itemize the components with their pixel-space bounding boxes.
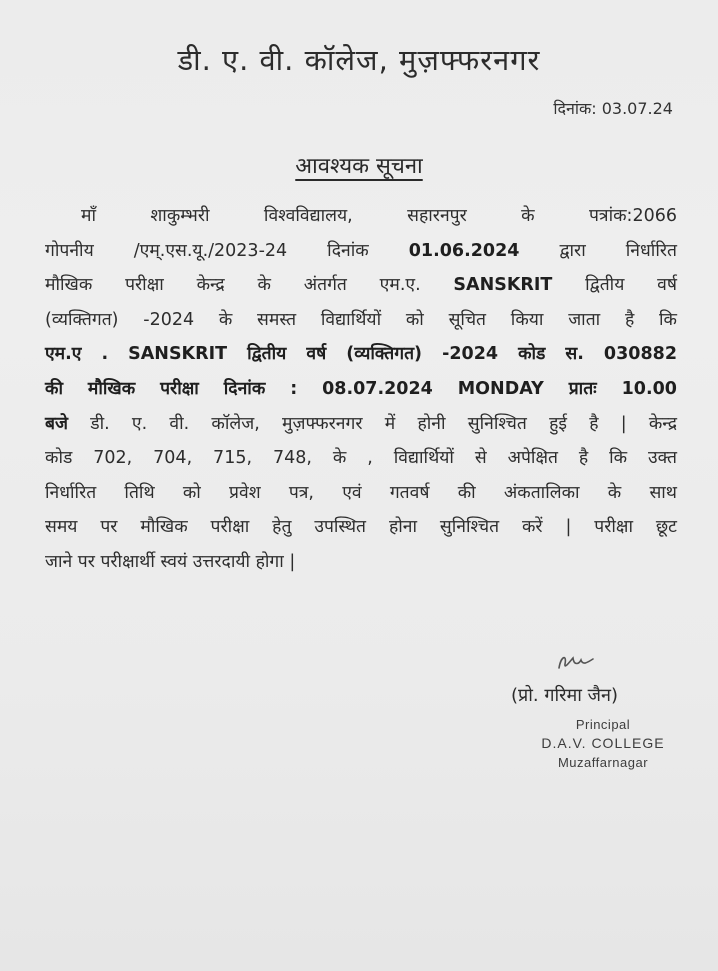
notice-text-segment: निर्धारित तिथि को प्रवेश पत्र, एवं गतवर्ष की अंकतालिका के साथ <box>45 482 677 503</box>
notice-line <box>45 234 677 269</box>
notice-text-segment: की मौखिक परीक्षा दिनांक : 08.07.2024 MONDAY प्रातः 10.00 <box>45 378 677 399</box>
signature-mark <box>555 650 597 679</box>
college-stamp <box>528 715 678 772</box>
notice-text-segment: गोपनीय /एम्.एस.यू./2023-24 दिनांक <box>45 240 409 261</box>
notice-subject-text: आवश्यक सूचना <box>295 154 423 179</box>
stamp-college: D.A.V. COLLEGE <box>541 735 665 751</box>
signer-name: (प्रो. गरिमा जैन) <box>511 685 619 706</box>
notice-line <box>45 199 677 234</box>
notice-text-segment: एम.ए . SANSKRIT द्वितीय वर्ष (व्यक्तिगत) -2024 कोड स. 030882 <box>45 344 677 365</box>
notice-body <box>45 199 677 580</box>
notice-text-segment: माँ शाकुम्भरी विश्वविद्यालय, सहारनपुर के पत्रांक:2066 <box>81 206 677 226</box>
notice-line <box>45 372 677 407</box>
notice-text-segment: मौखिक परीक्षा केन्द्र के अंतर्गत एम.ए. <box>45 275 454 296</box>
stamp-city: Muzaffarnagar <box>557 755 649 770</box>
notice-text-segment: बजे <box>45 413 68 434</box>
notice-text-segment: डी. ए. वी. कॉलेज, मुज़फ्फरनगर में होनी सुनिश्चित हुई है | केन्द्र <box>67 413 677 434</box>
notice-line <box>45 510 677 545</box>
notice-line <box>45 441 677 476</box>
notice-line <box>45 476 677 511</box>
notice-line <box>45 545 677 580</box>
notice-subject <box>0 150 718 180</box>
handwritten-signature-icon <box>555 650 597 674</box>
notice-text-segment: द्वारा निर्धारित <box>519 240 677 261</box>
notice-text-segment: जाने पर परीक्षार्थी स्वयं उत्तरदायी होगा | <box>45 551 296 572</box>
notice-text-segment: 01.06.2024 <box>408 240 520 261</box>
notice-line <box>45 407 677 442</box>
notice-text-segment: SANSKRIT <box>453 275 553 296</box>
notice-text-segment: द्वितीय वर्ष <box>552 275 677 296</box>
stamp-designation: Principal <box>575 717 631 732</box>
notice-text-segment: समय पर मौखिक परीक्षा हेतु उपस्थित होना सुनिश्चित करें | परीक्षा छूट <box>45 517 677 538</box>
notice-text-segment: कोड 702, 704, 715, 748, के , विद्यार्थियों से अपेक्षित है कि उक्त <box>45 448 677 469</box>
notice-text-segment: (व्यक्तिगत) -2024 के समस्त विद्यार्थियों को सूचित किया जाता है कि <box>45 309 677 330</box>
notice-line <box>45 303 677 338</box>
notice-date: दिनांक: 03.07.24 <box>553 99 673 118</box>
college-heading: डी. ए. वी. कॉलेज, मुज़फ्फरनगर <box>177 43 541 77</box>
notice-line <box>45 337 677 372</box>
notice-line <box>45 268 677 303</box>
